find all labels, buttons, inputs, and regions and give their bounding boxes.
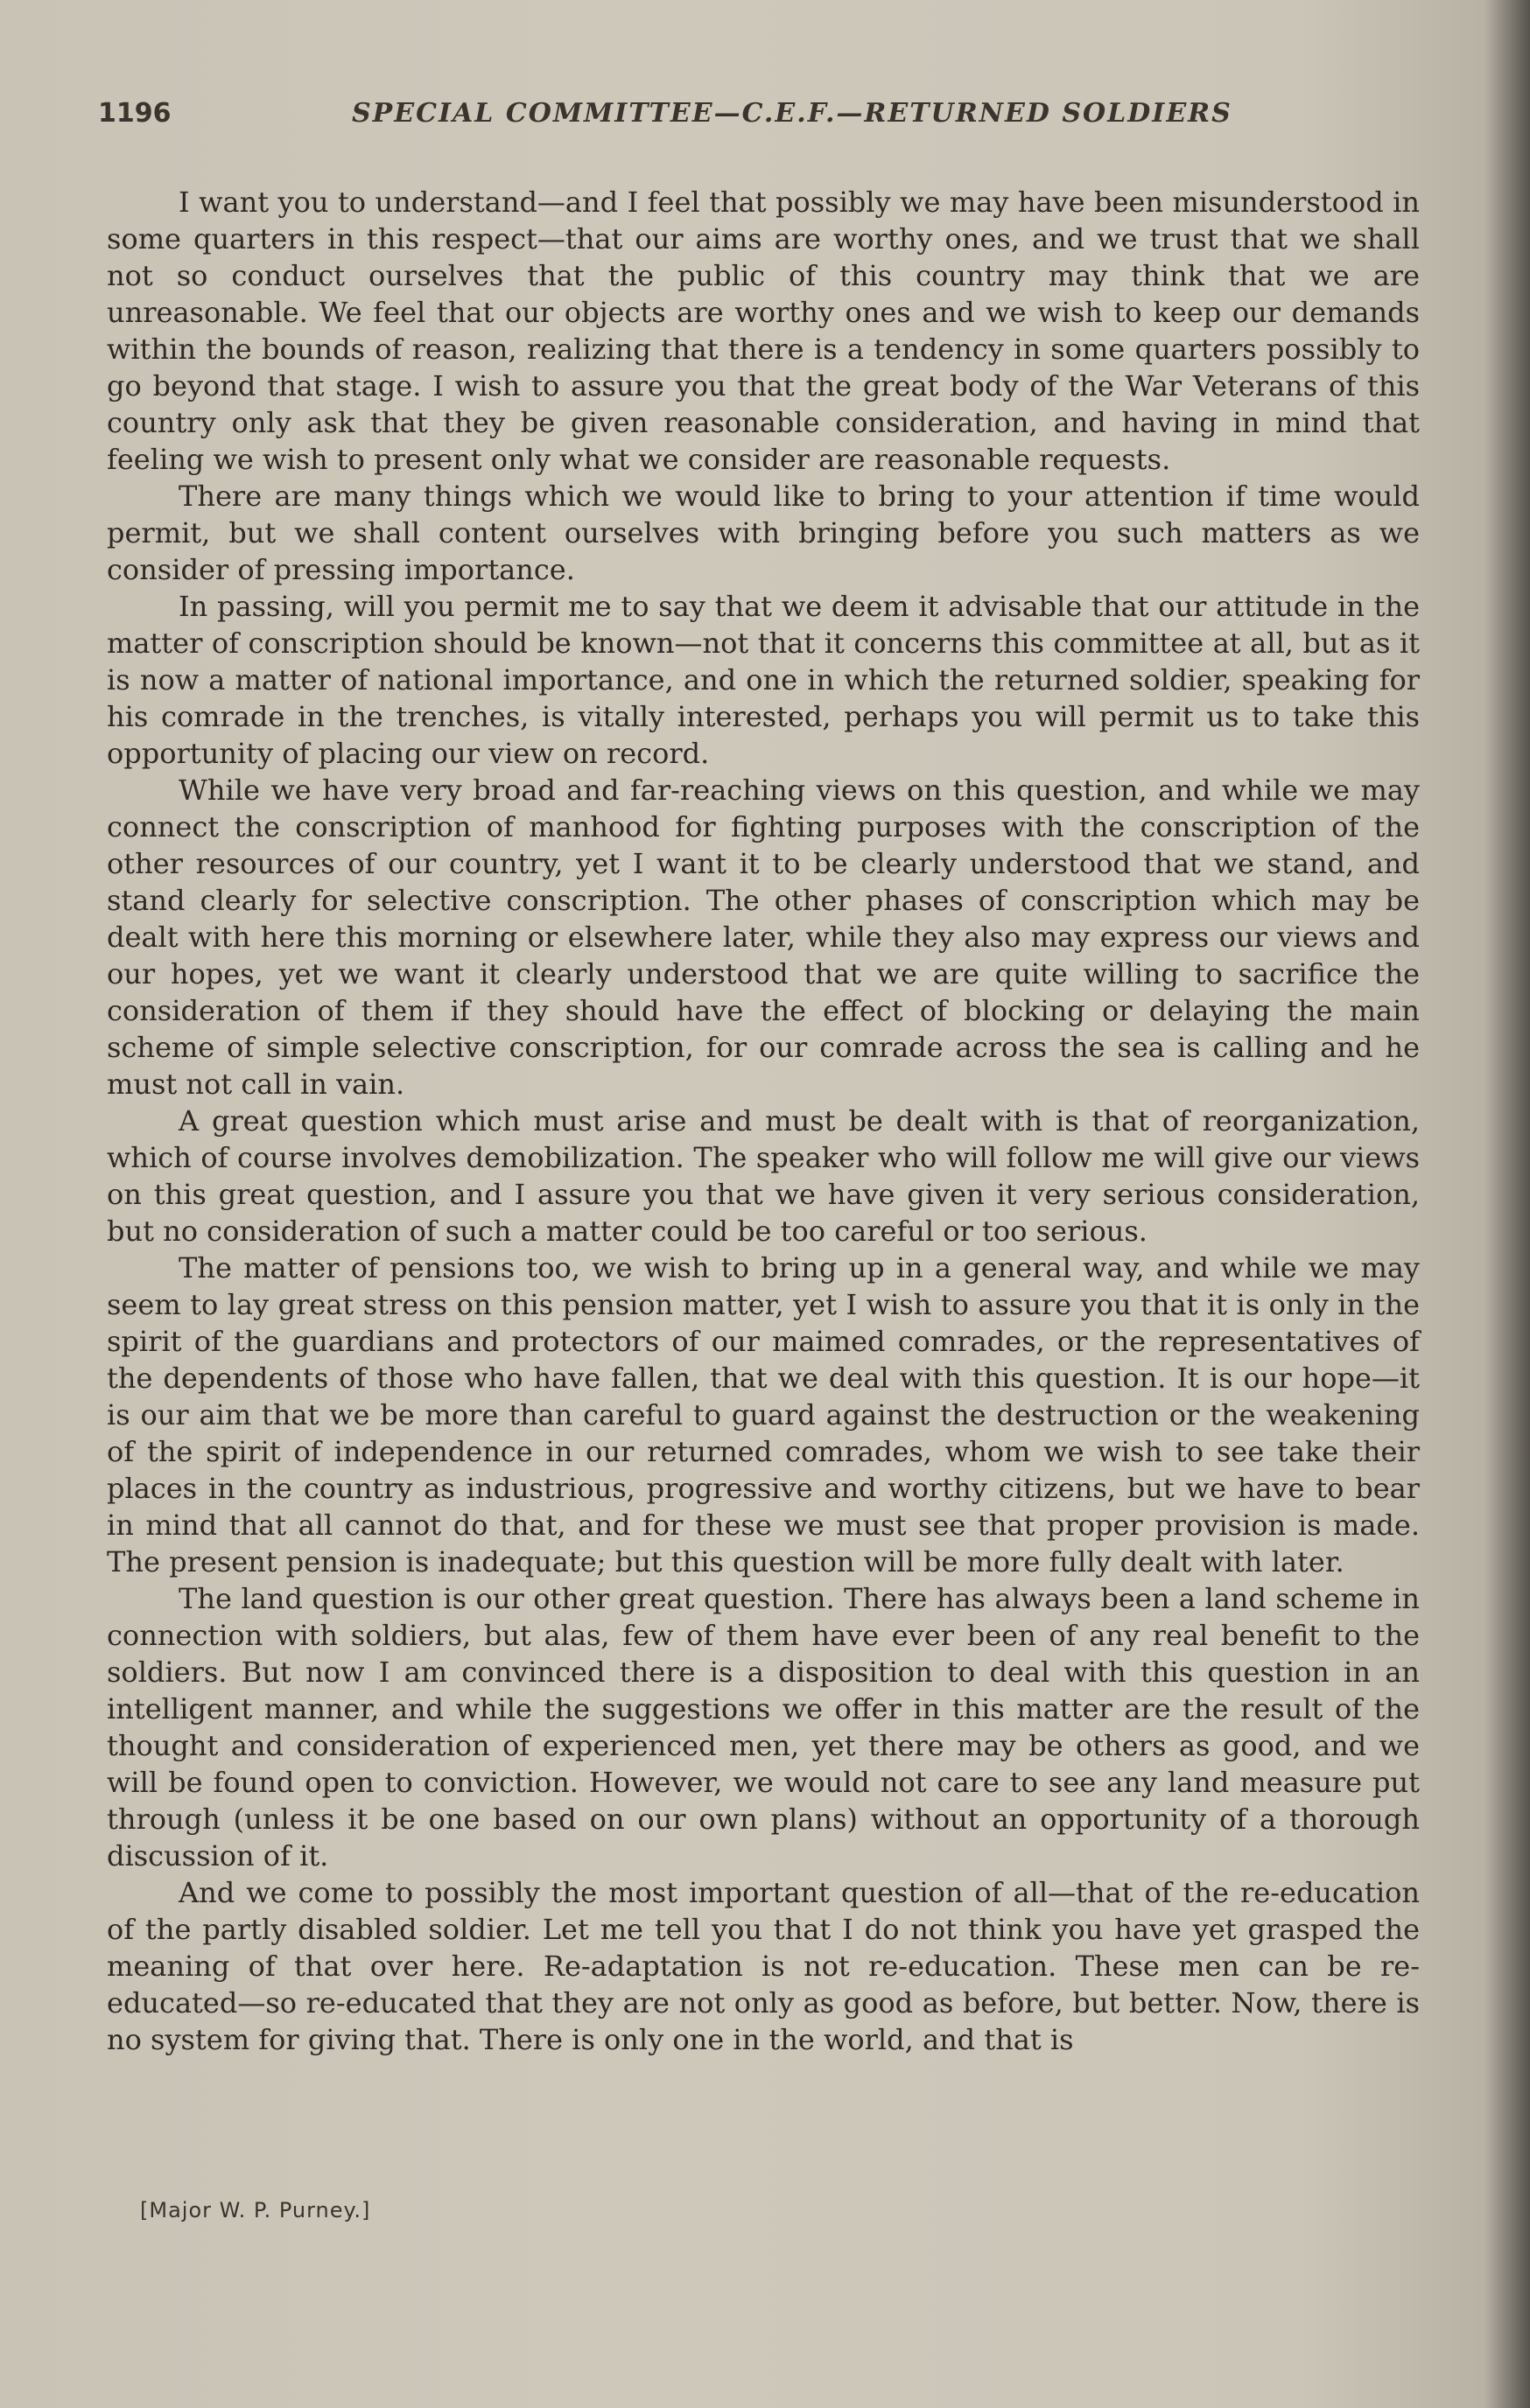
paragraph: I want you to understand—and I feel that possibly we may have been misunderstood in some quarters in this respect—that our aims are worthy ones, and we trust that we shall not so conduct ourselves that the public of this country may think that we are unreasonable. We feel that our objects are worthy ones and we wish to keep our demands within the bounds of reason, realizing that there is a tendency in some quarters possibly to go beyond that stage. I wish to assure you that the great body of the War Veterans of this country only ask that they be given reasonable consideration, and having in mind that feeling we wish to present only what we consider are reasonable requests.: [107, 186, 1420, 476]
paragraph: A great question which must arise and must be dealt with is that of reorganization, which of course involves demobilization. The speaker who will follow me will give our views on this great question, and I assure you that we have given it very serious consideration, but no consideration of such a matter could be too careful or too serious.: [107, 1104, 1420, 1248]
paragraph: The matter of pensions too, we wish to bring up in a general way, and while we may seem to lay great stress on this pension matter, yet I wish to assure you that it is only in the spirit of the guardians and protectors of our maimed comrades, or the representatives of the dependents of those who have fallen, that we deal with this question. It is our hope—it is our aim that we be more than careful to guard against the destruction or the weakening of the spirit of independence in our returned comrades, whom we wish to see take their places in the country as industrious, progressive and worthy citizens, but we have to bear in mind that all cannot do that, and for these we must see that proper provision is made. The present pension is inadequate; but this question will be more fully dealt with later.: [107, 1251, 1420, 1578]
body-text: [107, 184, 1420, 2058]
paragraph: While we have very broad and far-reaching views on this question, and while we may connect the conscription of manhood for fighting purposes with the conscription of the other resources of our country, yet I want it to be clearly understood that we stand, and stand clearly for selective conscription. The other phases of conscription which may be dealt with here this morning or elsewhere later, while they also may express our views and our hopes, yet we want it clearly understood that we are quite willing to sacrifice the consideration of them if they should have the effect of blocking or delaying the main scheme of simple selective conscription, for our comrade across the sea is calling and he must not call in vain.: [107, 774, 1420, 1101]
paragraph: In passing, will you permit me to say that we deem it advisable that our attitude in the matter of conscription should be known—not that it concerns this committee at all, but as it is now a matter of national importance, and one in which the returned soldier, speaking for his comrade in the trenches, is vitally interested, perhaps you will permit us to take this opportunity of placing our view on record.: [107, 590, 1420, 770]
paragraph: The land question is our other great question. There has always been a land scheme in connection with soldiers, but alas, few of them have ever been of any real benefit to the soldiers. But now I am convinced there is a disposition to deal with this question in an intelligent manner, and while the suggestions we offer in this matter are the result of the thought and consideration of experienced men, yet there may be others as good, and we will be found open to conviction. However, we would not care to see any land measure put through (unless it be one based on our own plans) without an opportunity of a thorough discussion of it.: [107, 1582, 1420, 1872]
paragraph: There are many things which we would like to bring to your attention if time would permit, but we shall content ourselves with bringing before you such matters as we consider of pressing importance.: [107, 480, 1420, 586]
paragraph: And we come to possibly the most important question of all—that of the re-education of the partly disabled soldier. Let me tell you that I do not think you have yet grasped the meaning of that over here. Re-adaptation is not re-education. These men can be re-educated—so re-educated that they are not only as good as before, but better. Now, there is no system for giving that. There is only one in the world, and that is: [107, 1876, 1420, 2056]
page-header: [98, 91, 1428, 135]
page-number: 1196: [98, 98, 172, 129]
speaker-attribution: [Major W. P. Purney.]: [140, 2198, 371, 2222]
running-title: SPECIAL COMMITTEE—C.E.F.—RETURNED SOLDIERS: [352, 98, 1232, 129]
